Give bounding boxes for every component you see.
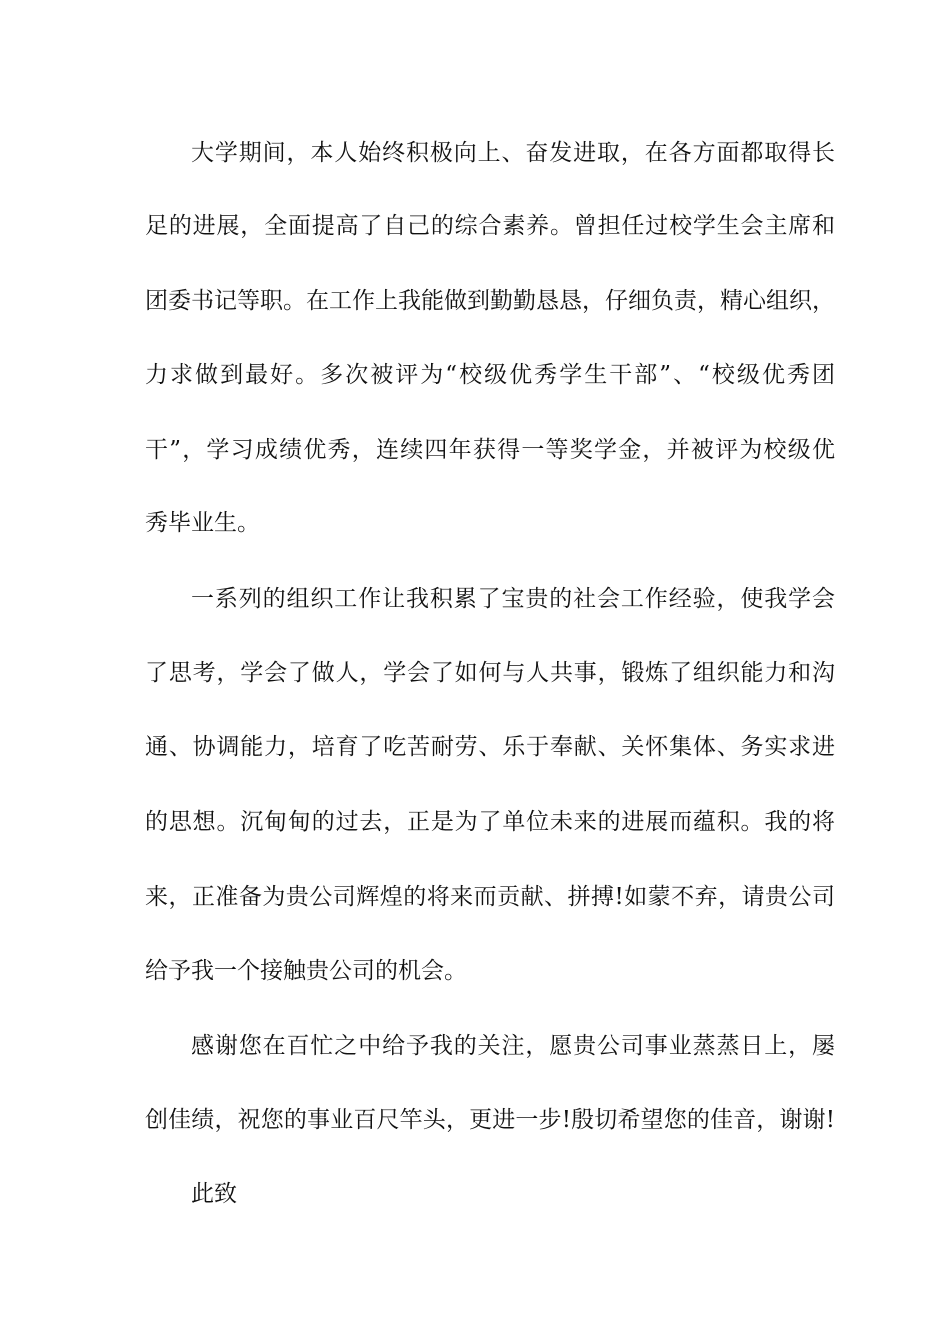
- closing-salutation: 此致: [191, 1181, 237, 1207]
- paragraph-1-line-2: 足的进展，全面提高了自己的综合素养。曾担任过校学生会主席和: [145, 213, 835, 239]
- paragraph-3-line-2: 创佳绩，祝您的事业百尺竿头，更进一步!殷切希望您的佳音，谢谢!: [145, 1107, 835, 1133]
- paragraph-1-line-6: 秀毕业生。: [145, 510, 260, 536]
- paragraph-1-line-4: 力求做到最好。多次被评为“校级优秀学生干部”、“校级优秀团: [145, 362, 835, 388]
- paragraph-2-line-2: 了思考，学会了做人，学会了如何与人共事，锻炼了组织能力和沟: [145, 660, 835, 686]
- paragraph-3-line-1: 感谢您在百忙之中给予我的关注，愿贵公司事业蒸蒸日上，屡: [191, 1033, 835, 1059]
- paragraph-1-line-3: 团委书记等职。在工作上我能做到勤勤恳恳，仔细负责，精心组织，: [145, 288, 835, 314]
- paragraph-2-line-4: 的思想。沉甸甸的过去，正是为了单位未来的进展而蕴积。我的将: [145, 809, 835, 835]
- paragraph-1-line-1: 大学期间，本人始终积极向上、奋发进取，在各方面都取得长: [191, 140, 835, 166]
- paragraph-2-line-5: 来，正准备为贵公司辉煌的将来而贡献、拼搏!如蒙不弃，请贵公司: [145, 884, 835, 910]
- paragraph-2-line-3: 通、协调能力，培育了吃苦耐劳、乐于奉献、关怀集体、务实求进: [145, 734, 835, 760]
- paragraph-1-line-5: 干”，学习成绩优秀，连续四年获得一等奖学金，并被评为校级优: [145, 437, 835, 463]
- paragraph-2-line-1: 一系列的组织工作让我积累了宝贵的社会工作经验，使我学会: [191, 586, 835, 612]
- paragraph-2-line-6: 给予我一个接触贵公司的机会。: [145, 958, 467, 984]
